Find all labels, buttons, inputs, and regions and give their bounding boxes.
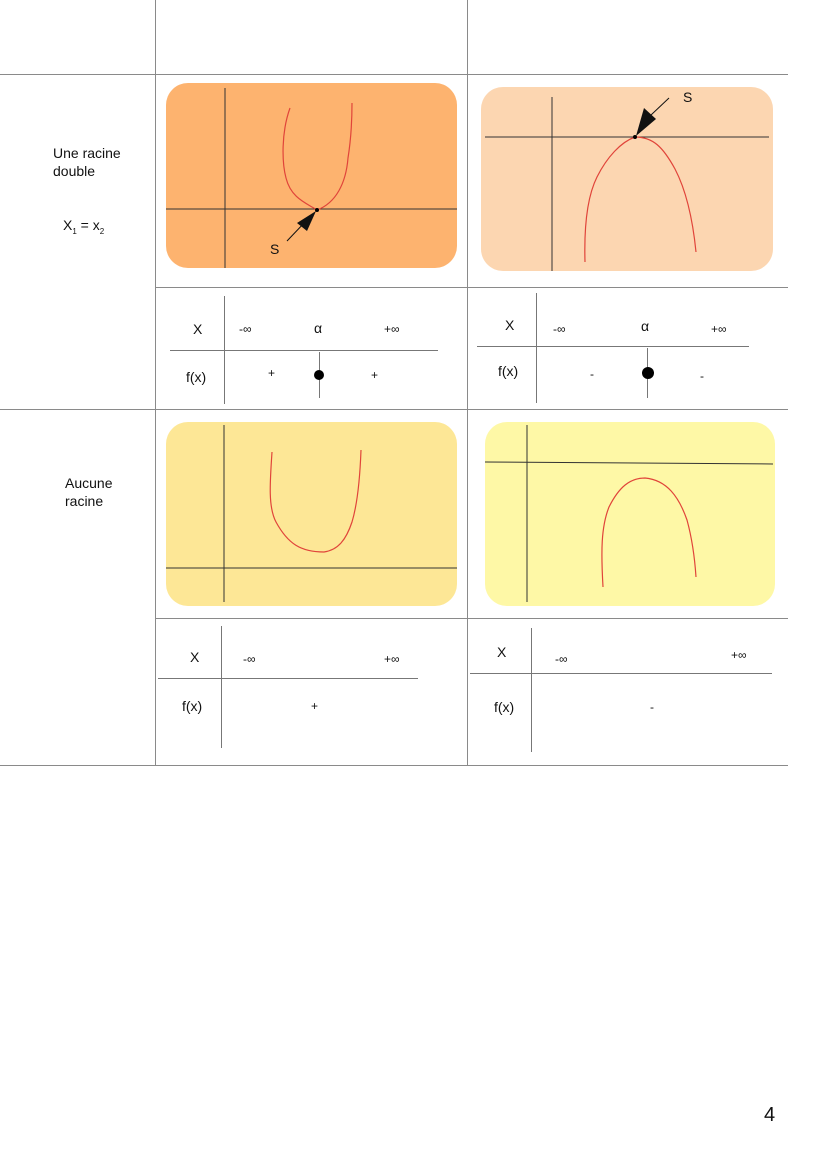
graph-double-upward-svg: [166, 83, 457, 268]
vertex-label-left: S: [270, 241, 280, 257]
table-x-label: X: [497, 644, 507, 660]
sign-right: +: [371, 368, 379, 382]
parabola-curve: [602, 478, 696, 587]
graph-none-downward-svg: [485, 422, 775, 606]
table-plus-infinity: +∞: [711, 322, 727, 336]
table-fx-label: f(x): [498, 363, 519, 379]
parabola-curve: [585, 137, 696, 262]
graph-none-downward: [485, 422, 775, 606]
grid-col-2: [467, 0, 468, 765]
row-label-none-line1: Aucune: [65, 475, 113, 491]
row-label-double: [53, 144, 121, 180]
row-label-double-line2: double: [53, 163, 96, 179]
table-fx-label: f(x): [182, 698, 203, 714]
table-plus-infinity: +∞: [384, 652, 400, 666]
sign-left: -: [590, 367, 594, 381]
table-x-label: X: [193, 321, 203, 337]
sign-right: -: [700, 369, 704, 383]
graph-none-upward: [166, 422, 457, 606]
row-label-none-line2: racine: [65, 493, 104, 509]
table-alpha: α: [314, 320, 323, 336]
table-minus-infinity: -∞: [555, 652, 568, 666]
grid-line-sub-double: [156, 287, 788, 288]
graph-double-downward: [481, 87, 773, 271]
table-minus-infinity: -∞: [243, 652, 256, 666]
table-fx-label: f(x): [494, 699, 515, 715]
table-minus-infinity: -∞: [239, 322, 252, 336]
table-plus-infinity: +∞: [384, 322, 400, 336]
table-x-label: X: [190, 649, 200, 665]
grid-line-sub-none: [156, 618, 788, 619]
graph-none-upward-svg: [166, 422, 457, 606]
parabola-curve: [270, 450, 361, 552]
vertex-arrow: [651, 98, 669, 115]
double-root-formula: $X_1 = x_2$: [63, 217, 105, 236]
graph-double-upward: [166, 83, 457, 268]
parabola-curve: [283, 103, 352, 210]
grid-line-top: [0, 74, 788, 75]
table-x-label: X: [505, 317, 515, 333]
sign-value: +: [311, 699, 319, 713]
row-label-none: [65, 474, 112, 510]
sign-value: -: [650, 700, 654, 714]
table-fx-label: f(x): [186, 369, 207, 385]
sign-left: +: [268, 366, 276, 380]
grid-line-mid: [0, 409, 788, 410]
page-number: 4: [764, 1104, 776, 1126]
grid-col-1: [155, 0, 156, 765]
row-label-double-line1: Une racine: [53, 145, 121, 161]
vertex-label-right: S: [683, 89, 693, 105]
grid-line-bottom: [0, 765, 788, 766]
root-dot: [314, 370, 324, 380]
table-minus-infinity: -∞: [553, 322, 566, 336]
table-plus-infinity: +∞: [731, 648, 747, 662]
root-dot: [642, 367, 654, 379]
table-alpha: α: [641, 318, 650, 334]
graph-double-downward-svg: [481, 87, 773, 271]
